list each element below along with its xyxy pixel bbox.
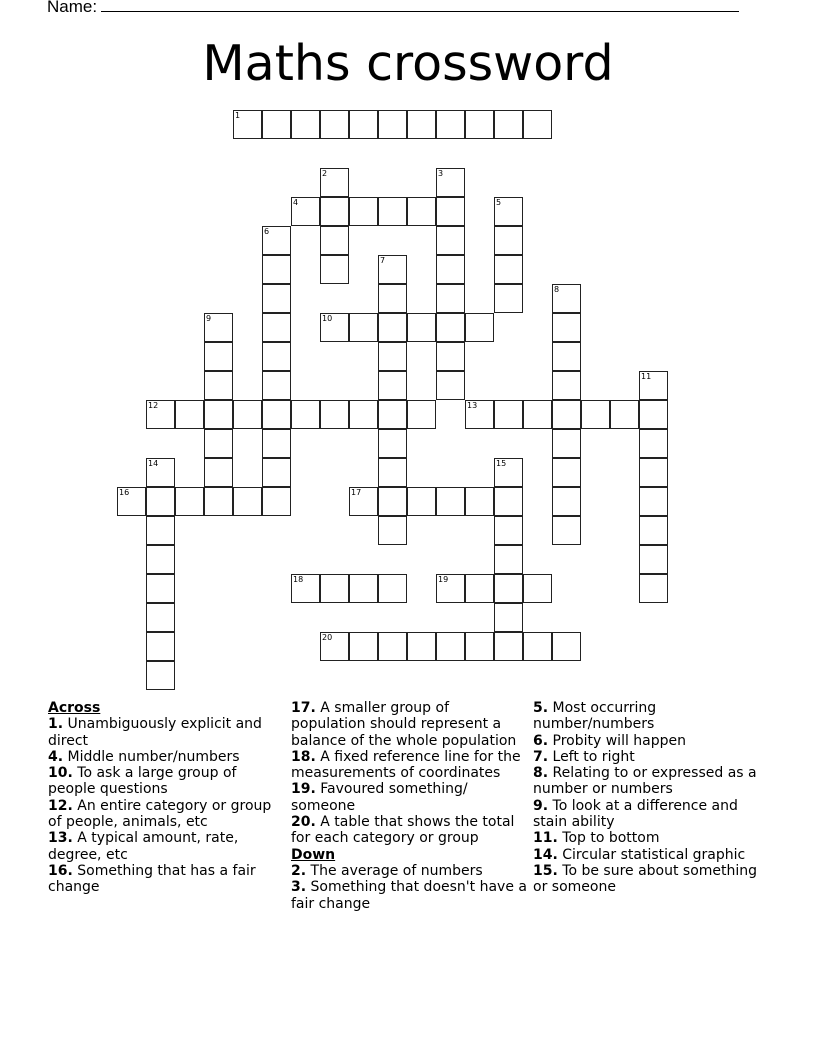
clue-number: 19. [291, 781, 316, 798]
grid-cell[interactable] [407, 632, 436, 661]
across-heading: Across [48, 700, 101, 716]
grid-cell[interactable] [552, 400, 581, 429]
grid-cell[interactable] [639, 516, 668, 545]
grid-cell[interactable] [320, 168, 349, 197]
grid-cell[interactable] [204, 371, 233, 400]
grid-cell[interactable] [378, 255, 407, 284]
clue-text: Something that has a fair change [48, 862, 256, 896]
down-clue [533, 830, 769, 846]
cell-number: 20 [322, 632, 333, 642]
grid-cell[interactable] [146, 603, 175, 632]
clue-number: 3. [291, 879, 307, 896]
grid-cell[interactable] [262, 313, 291, 342]
across-clue [48, 798, 280, 831]
grid-cell[interactable] [407, 197, 436, 226]
grid-cell[interactable] [262, 487, 291, 516]
clue-text: Something that doesn't have a fair change [291, 879, 527, 912]
grid-cell[interactable] [233, 110, 262, 139]
grid-cell[interactable] [639, 545, 668, 574]
clue-number: 4. [48, 748, 64, 765]
clue-text: Most occurring number/numbers [533, 700, 657, 733]
grid-cell[interactable] [146, 632, 175, 661]
clue-text: A table that shows the total for each category or group [291, 814, 515, 847]
grid-cell[interactable] [349, 400, 378, 429]
grid-cell[interactable] [320, 226, 349, 255]
cell-number: 7 [380, 255, 386, 265]
grid-cell[interactable] [262, 226, 291, 255]
grid-cell[interactable] [146, 661, 175, 690]
clue-text: To ask a large group of people questions [48, 765, 237, 798]
across-clue [48, 830, 280, 863]
grid-cell[interactable] [291, 400, 320, 429]
grid-cell[interactable] [523, 110, 552, 139]
clue-text: Top to bottom [562, 830, 660, 847]
grid-cell[interactable] [175, 400, 204, 429]
down-clue [533, 798, 769, 831]
clue-text: The average of numbers [310, 862, 483, 879]
grid-cell[interactable] [349, 197, 378, 226]
grid-cell[interactable] [494, 400, 523, 429]
across-clue [291, 749, 527, 782]
across-clue [291, 781, 527, 814]
clue-text: Circular statistical graphic [562, 846, 746, 863]
clue-number: 14. [533, 846, 558, 863]
grid-cell[interactable] [291, 574, 320, 603]
grid-cell[interactable] [291, 110, 320, 139]
grid-cell[interactable] [436, 371, 465, 400]
cell-number: 4 [293, 197, 299, 207]
grid-cell[interactable] [378, 458, 407, 487]
grid-cell[interactable] [552, 516, 581, 545]
across-clue [48, 863, 280, 896]
clue-column-3 [533, 700, 769, 896]
down-clue [533, 765, 769, 798]
clue-number: 15. [533, 862, 558, 879]
cell-number: 2 [322, 168, 328, 178]
grid-cell[interactable] [233, 487, 262, 516]
cell-number: 8 [554, 284, 560, 294]
cell-number: 12 [148, 400, 159, 410]
clue-number: 17. [291, 700, 316, 716]
grid-cell[interactable] [378, 487, 407, 516]
grid-cell[interactable] [320, 110, 349, 139]
clue-text: Left to right [552, 748, 635, 765]
clue-number: 5. [533, 700, 549, 716]
clue-number: 1. [48, 716, 64, 733]
grid-cell[interactable] [436, 110, 465, 139]
grid-cell[interactable] [262, 429, 291, 458]
cell-number: 18 [293, 574, 304, 584]
grid-cell[interactable] [146, 487, 175, 516]
grid-cell[interactable] [436, 284, 465, 313]
down-clue [291, 863, 527, 879]
clue-number: 10. [48, 765, 73, 782]
down-clue [533, 700, 769, 733]
clue-number: 18. [291, 748, 316, 765]
grid-cell[interactable] [320, 574, 349, 603]
clue-number: 9. [533, 797, 549, 814]
cell-number: 11 [641, 371, 652, 381]
grid-cell[interactable] [175, 487, 204, 516]
grid-cell[interactable] [378, 371, 407, 400]
grid-cell[interactable] [639, 429, 668, 458]
grid-cell[interactable] [552, 284, 581, 313]
clue-text: A typical amount, rate, degree, etc [48, 830, 239, 863]
grid-cell[interactable] [378, 400, 407, 429]
grid-cell[interactable] [523, 400, 552, 429]
down-clue [533, 749, 769, 765]
grid-cell[interactable] [233, 400, 262, 429]
grid-cell[interactable] [436, 197, 465, 226]
grid-cell[interactable] [262, 371, 291, 400]
grid-cell[interactable] [146, 400, 175, 429]
grid-cell[interactable] [262, 255, 291, 284]
grid-cell[interactable] [494, 458, 523, 487]
grid-cell[interactable] [552, 632, 581, 661]
cell-number: 17 [351, 487, 362, 497]
grid-cell[interactable] [465, 487, 494, 516]
grid-cell[interactable] [378, 110, 407, 139]
grid-cell[interactable] [378, 516, 407, 545]
grid-cell[interactable] [494, 574, 523, 603]
cell-number: 9 [206, 313, 212, 323]
grid-cell[interactable] [436, 632, 465, 661]
grid-cell[interactable] [494, 110, 523, 139]
grid-cell[interactable] [552, 458, 581, 487]
grid-cell[interactable] [523, 574, 552, 603]
clue-text: Relating to or expressed as a number or numbers [533, 765, 757, 798]
grid-cell[interactable] [378, 197, 407, 226]
grid-cell[interactable] [552, 342, 581, 371]
cell-number: 5 [496, 197, 502, 207]
grid-cell[interactable] [436, 574, 465, 603]
grid-cell[interactable] [262, 458, 291, 487]
down-clue [533, 863, 769, 896]
clue-text: A fixed reference line for the measurements of coordinates [291, 748, 521, 782]
grid-cell[interactable] [436, 342, 465, 371]
grid-cell[interactable] [262, 284, 291, 313]
grid-cell[interactable] [320, 313, 349, 342]
grid-cell[interactable] [436, 226, 465, 255]
grid-cell[interactable] [610, 400, 639, 429]
cell-number: 3 [438, 168, 444, 178]
grid-cell[interactable] [436, 313, 465, 342]
grid-cell[interactable] [320, 632, 349, 661]
cell-number: 15 [496, 458, 507, 468]
grid-cell[interactable] [407, 110, 436, 139]
grid-cell[interactable] [349, 632, 378, 661]
down-clue [533, 733, 769, 749]
clue-text: An entire category or group of people, animals, etc [48, 797, 272, 831]
cell-number: 10 [322, 313, 333, 323]
grid-cell[interactable] [146, 574, 175, 603]
down-heading: Down [291, 846, 336, 863]
clue-text: A smaller group of population should represent a balance of the whole population [291, 700, 517, 749]
grid-cell[interactable] [378, 574, 407, 603]
grid-cell[interactable] [320, 197, 349, 226]
clue-number: 8. [533, 765, 549, 782]
clue-text: Middle number/numbers [67, 748, 240, 765]
grid-cell[interactable] [407, 400, 436, 429]
clue-number: 13. [48, 830, 73, 847]
across-clue [48, 749, 280, 765]
clue-number: 7. [533, 748, 549, 765]
grid-cell[interactable] [494, 284, 523, 313]
clue-number: 20. [291, 814, 316, 831]
grid-cell[interactable] [494, 487, 523, 516]
grid-cell[interactable] [349, 110, 378, 139]
clue-column-2 [291, 700, 527, 912]
cell-number: 13 [467, 400, 478, 410]
grid-cell[interactable] [494, 197, 523, 226]
grid-cell[interactable] [552, 371, 581, 400]
grid-cell[interactable] [378, 632, 407, 661]
down-clue [291, 879, 527, 912]
grid-cell[interactable] [378, 429, 407, 458]
clue-number: 16. [48, 862, 73, 879]
grid-cell[interactable] [494, 632, 523, 661]
cell-number: 1 [235, 110, 241, 120]
grid-cell[interactable] [436, 487, 465, 516]
grid-cell[interactable] [639, 371, 668, 400]
cell-number: 14 [148, 458, 159, 468]
across-clue [291, 814, 527, 847]
grid-cell[interactable] [465, 110, 494, 139]
grid-cell[interactable] [204, 342, 233, 371]
grid-cell[interactable] [146, 545, 175, 574]
grid-cell[interactable] [436, 168, 465, 197]
grid-cell[interactable] [262, 342, 291, 371]
grid-cell[interactable] [204, 429, 233, 458]
cell-number: 19 [438, 574, 449, 584]
across-clue [291, 700, 527, 749]
cell-number: 16 [119, 487, 130, 497]
grid-cell[interactable] [204, 313, 233, 342]
grid-cell[interactable] [378, 342, 407, 371]
grid-cell[interactable] [204, 458, 233, 487]
grid-cell[interactable] [494, 545, 523, 574]
grid-cell[interactable] [494, 226, 523, 255]
clue-number: 6. [533, 732, 549, 749]
down-clue [533, 847, 769, 863]
clue-number: 12. [48, 797, 73, 814]
cell-number: 6 [264, 226, 270, 236]
grid-cell[interactable] [581, 400, 610, 429]
grid-cell[interactable] [262, 110, 291, 139]
grid-cell[interactable] [349, 487, 378, 516]
clue-column-1 [48, 700, 280, 896]
grid-cell[interactable] [204, 400, 233, 429]
grid-cell[interactable] [494, 516, 523, 545]
grid-cell[interactable] [407, 487, 436, 516]
clue-number: 2. [291, 862, 307, 879]
grid-cell[interactable] [407, 313, 436, 342]
grid-cell[interactable] [523, 632, 552, 661]
grid-cell[interactable] [552, 429, 581, 458]
grid-cell[interactable] [552, 487, 581, 516]
across-clue [48, 765, 280, 798]
grid-cell[interactable] [639, 487, 668, 516]
clue-text: To be sure about something or someone [533, 862, 758, 896]
grid-cell[interactable] [465, 574, 494, 603]
grid-cell[interactable] [146, 458, 175, 487]
grid-cell[interactable] [465, 313, 494, 342]
grid-cell[interactable] [262, 400, 291, 429]
grid-cell[interactable] [320, 400, 349, 429]
page-title: Maths crossword [202, 35, 614, 92]
grid-cell[interactable] [494, 255, 523, 284]
grid-cell[interactable] [639, 400, 668, 429]
grid-cell[interactable] [349, 313, 378, 342]
grid-cell[interactable] [320, 255, 349, 284]
grid-cell[interactable] [465, 400, 494, 429]
grid-cell[interactable] [291, 197, 320, 226]
grid-cell[interactable] [146, 516, 175, 545]
clue-text: Favoured something/ someone [291, 781, 468, 814]
grid-cell[interactable] [494, 603, 523, 632]
grid-cell[interactable] [117, 487, 146, 516]
grid-cell[interactable] [639, 574, 668, 603]
grid-cell[interactable] [639, 458, 668, 487]
grid-cell[interactable] [552, 313, 581, 342]
grid-cell[interactable] [204, 487, 233, 516]
grid-cell[interactable] [378, 284, 407, 313]
clue-number: 11. [533, 830, 558, 847]
grid-cell[interactable] [378, 313, 407, 342]
across-clue [48, 716, 280, 749]
clue-text: Unambiguously explicit and direct [48, 716, 262, 749]
clue-text: Probity will happen [552, 732, 687, 749]
grid-cell[interactable] [465, 632, 494, 661]
grid-cell[interactable] [349, 574, 378, 603]
name-label: Name: [47, 0, 98, 16]
clue-text: To look at a difference and stain ability [533, 797, 738, 831]
grid-cell[interactable] [436, 255, 465, 284]
